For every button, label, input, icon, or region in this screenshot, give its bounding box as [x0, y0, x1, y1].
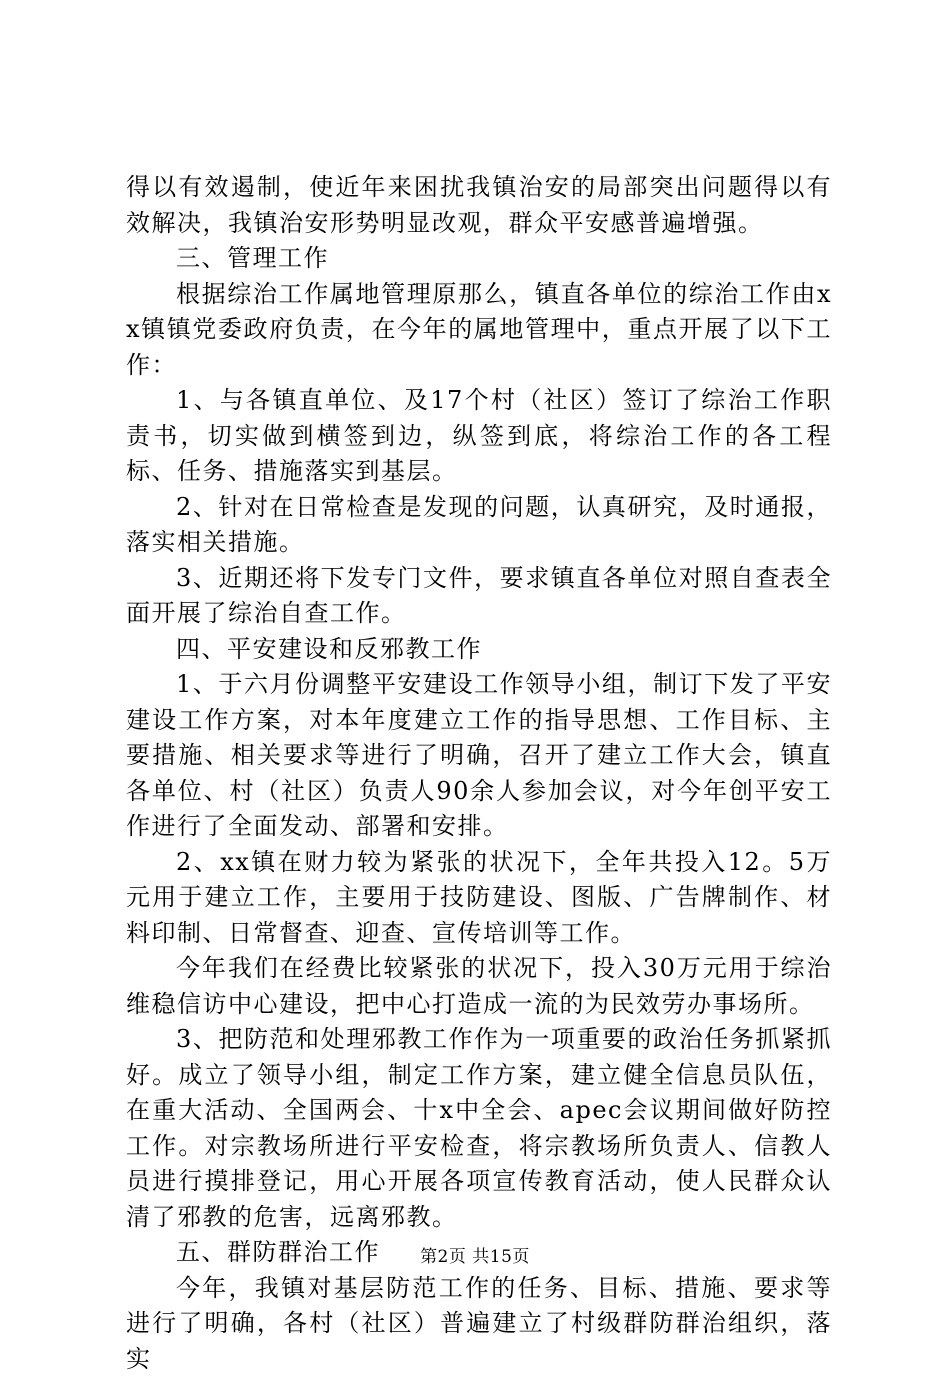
page-number-footer: 第2页 共15页	[0, 1242, 950, 1267]
section-heading-safety: 四、平安建设和反邪教工作	[126, 632, 832, 668]
paragraph-management-item-3: 3、近期还将下发专门文件，要求镇直各单位对照自查表全面开展了综治自查工作。	[126, 561, 832, 632]
paragraph-safety-item-3: 3、把防范和处理邪教工作作为一项重要的政治任务抓紧抓好。成立了领导小组，制定工作方案，建立健全信息员队伍，在重大活动、全国两会、十x中全会、apec会议期间做好防控工作。对宗教场所进行平安检查，将宗教场所负责人、信教人员进行摸排登记，用心开展各项宣传教育活动，使人民群众认清了邪教的危害，远离邪教。	[126, 1022, 832, 1235]
document-body	[126, 170, 832, 1377]
paragraph-safety-funding: 今年我们在经费比较紧张的状况下，投入30万元用于综治维稳信访中心建设，把中心打造成一流的为民效劳办事场所。	[126, 951, 832, 1022]
paragraph-management-intro: 根据综治工作属地管理原那么，镇直各单位的综治工作由xx镇镇党委政府负责，在今年的属地管理中，重点开展了以下工作：	[126, 277, 832, 384]
paragraph-safety-item-2: 2、xx镇在财力较为紧张的状况下，全年共投入12。5万元用于建立工作，主要用于技防建设、图版、广告牌制作、材料印制、日常督查、迎查、宣传培训等工作。	[126, 845, 832, 952]
paragraph-continuation: 得以有效遏制，使近年来困扰我镇治安的局部突出问题得以有效解决，我镇治安形势明显改观，群众平安感普遍增强。	[126, 170, 832, 241]
paragraph-management-item-2: 2、针对在日常检查是发现的问题，认真研究，及时通报，落实相关措施。	[126, 490, 832, 561]
paragraph-mass-prevention: 今年，我镇对基层防范工作的任务、目标、措施、要求等进行了明确，各村（社区）普遍建立了村级群防群治组织，落实	[126, 1271, 832, 1377]
paragraph-safety-item-1: 1、于六月份调整平安建设工作领导小组，制订下发了平安建设工作方案，对本年度建立工作的指导思想、工作目标、主要措施、相关要求等进行了明确，召开了建立工作大会，镇直各单位、村（社区）负责人90余人参加会议，对今年创平安工作进行了全面发动、部署和安排。	[126, 667, 832, 845]
paragraph-management-item-1: 1、与各镇直单位、及17个村（社区）签订了综治工作职责书，切实做到横签到边，纵签到底，将综治工作的各工程标、任务、措施落实到基层。	[126, 383, 832, 490]
section-heading-management: 三、管理工作	[126, 241, 832, 277]
section-heading-mass-prevention: 五、群防群治工作	[126, 1235, 832, 1271]
